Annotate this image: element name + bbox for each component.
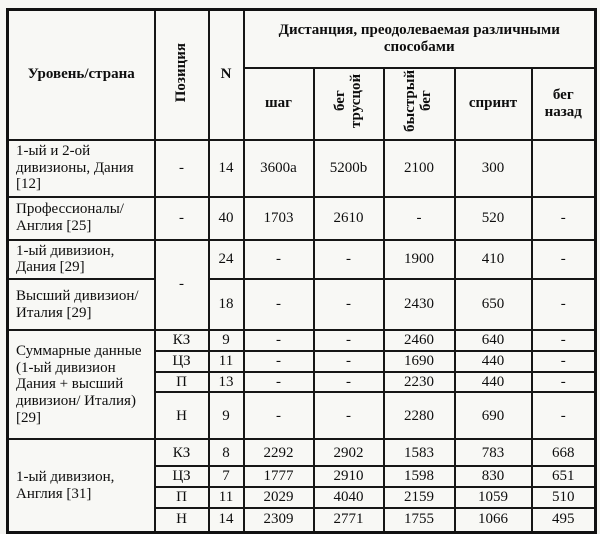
cell-sprint: 1066 bbox=[455, 508, 532, 532]
cell-n: 9 bbox=[209, 392, 244, 439]
distance-methods-table bbox=[6, 8, 597, 534]
cell-position: - bbox=[155, 197, 209, 240]
cell-sprint: 1059 bbox=[455, 487, 532, 508]
cell-walk: - bbox=[244, 351, 314, 372]
cell-walk: 1777 bbox=[244, 466, 314, 487]
cell-walk: - bbox=[244, 372, 314, 393]
table-row bbox=[8, 140, 596, 197]
cell-jog: - bbox=[314, 240, 384, 280]
cell-fast-run: 2159 bbox=[384, 487, 455, 508]
header-method-back-run: бег назад bbox=[532, 68, 596, 140]
header-position-label: Позиция bbox=[172, 42, 189, 102]
cell-jog: 2771 bbox=[314, 508, 384, 532]
cell-fast-run: 2460 bbox=[384, 330, 455, 351]
cell-n: 8 bbox=[209, 439, 244, 466]
cell-jog: 4040 bbox=[314, 487, 384, 508]
cell-position: КЗ bbox=[155, 439, 209, 466]
cell-walk: 1703 bbox=[244, 197, 314, 240]
cell-fast-run: 2430 bbox=[384, 279, 455, 330]
cell-walk: 2309 bbox=[244, 508, 314, 532]
header-row-top bbox=[8, 10, 596, 68]
cell-n: 9 bbox=[209, 330, 244, 351]
cell-fast-run: 1583 bbox=[384, 439, 455, 466]
cell-n: 7 bbox=[209, 466, 244, 487]
header-distance-group: Дистанция, преодолеваемая различными способами bbox=[244, 10, 596, 68]
cell-sprint: 520 bbox=[455, 197, 532, 240]
header-level-country: Уровень/страна bbox=[8, 10, 155, 140]
header-method-fast-run-label: быстрый бег bbox=[402, 69, 434, 133]
cell-sprint: 830 bbox=[455, 466, 532, 487]
cell-fast-run: 2100 bbox=[384, 140, 455, 197]
cell-jog: 5200b bbox=[314, 140, 384, 197]
cell-n: 13 bbox=[209, 372, 244, 393]
table-row bbox=[8, 240, 596, 280]
cell-walk: - bbox=[244, 392, 314, 439]
header-method-sprint: спринт bbox=[455, 68, 532, 140]
cell-jog: - bbox=[314, 330, 384, 351]
cell-position: КЗ bbox=[155, 330, 209, 351]
cell-n: 14 bbox=[209, 508, 244, 532]
cell-fast-run: 2230 bbox=[384, 372, 455, 393]
cell-position: ЦЗ bbox=[155, 351, 209, 372]
cell-back-run: - bbox=[532, 279, 596, 330]
cell-n: 40 bbox=[209, 197, 244, 240]
cell-n: 24 bbox=[209, 240, 244, 280]
cell-back-run: 510 bbox=[532, 487, 596, 508]
cell-back-run: - bbox=[532, 392, 596, 439]
cell-fast-run: 1598 bbox=[384, 466, 455, 487]
cell-position: Н bbox=[155, 508, 209, 532]
cell-walk: 3600a bbox=[244, 140, 314, 197]
table-row bbox=[8, 197, 596, 240]
cell-back-run: - bbox=[532, 372, 596, 393]
cell-position: П bbox=[155, 487, 209, 508]
cell-fast-run: 2280 bbox=[384, 392, 455, 439]
cell-fast-run: 1755 bbox=[384, 508, 455, 532]
header-method-jog-label: бег трусцой bbox=[331, 74, 364, 129]
cell-walk: 2292 bbox=[244, 439, 314, 466]
cell-sprint: 783 bbox=[455, 439, 532, 466]
cell-level-merged: 1-ый дивизион, Англия [31] bbox=[8, 439, 155, 532]
cell-walk: - bbox=[244, 330, 314, 351]
cell-back-run bbox=[532, 140, 596, 197]
cell-level: Профессионалы/ Англия [25] bbox=[8, 197, 155, 240]
cell-sprint: 410 bbox=[455, 240, 532, 280]
header-n: N bbox=[209, 10, 244, 140]
cell-walk: - bbox=[244, 240, 314, 280]
cell-back-run: - bbox=[532, 351, 596, 372]
cell-n: 14 bbox=[209, 140, 244, 197]
cell-sprint: 440 bbox=[455, 351, 532, 372]
cell-position: Н bbox=[155, 392, 209, 439]
cell-position-merged: - bbox=[155, 240, 209, 331]
cell-jog: - bbox=[314, 372, 384, 393]
cell-back-run: 651 bbox=[532, 466, 596, 487]
cell-n: 11 bbox=[209, 487, 244, 508]
cell-sprint: 640 bbox=[455, 330, 532, 351]
cell-level: Высший дивизион/ Италия [29] bbox=[8, 279, 155, 330]
cell-back-run: - bbox=[532, 240, 596, 280]
cell-sprint: 690 bbox=[455, 392, 532, 439]
cell-back-run: - bbox=[532, 197, 596, 240]
cell-level-merged: Суммарные данные (1-ый дивизион Дания + высший дивизион/ Италия) [29] bbox=[8, 330, 155, 439]
header-method-jog bbox=[314, 68, 384, 140]
cell-walk: - bbox=[244, 279, 314, 330]
table-row bbox=[8, 279, 596, 330]
cell-sprint: 440 bbox=[455, 372, 532, 393]
cell-sprint: 300 bbox=[455, 140, 532, 197]
header-method-walk: шаг bbox=[244, 68, 314, 140]
table-row bbox=[8, 439, 596, 466]
header-method-fast-run bbox=[384, 68, 455, 140]
cell-jog: - bbox=[314, 279, 384, 330]
cell-walk: 2029 bbox=[244, 487, 314, 508]
cell-jog: 2902 bbox=[314, 439, 384, 466]
cell-level: 1-ый дивизион, Дания [29] bbox=[8, 240, 155, 280]
cell-fast-run: 1900 bbox=[384, 240, 455, 280]
table-row bbox=[8, 330, 596, 351]
cell-back-run: 495 bbox=[532, 508, 596, 532]
cell-position: П bbox=[155, 372, 209, 393]
cell-jog: 2610 bbox=[314, 197, 384, 240]
cell-back-run: 668 bbox=[532, 439, 596, 466]
cell-jog: - bbox=[314, 392, 384, 439]
cell-position: - bbox=[155, 140, 209, 197]
cell-level: 1-ый и 2-ой дивизионы, Дания [12] bbox=[8, 140, 155, 197]
cell-fast-run: - bbox=[384, 197, 455, 240]
header-position bbox=[155, 10, 209, 140]
cell-position: ЦЗ bbox=[155, 466, 209, 487]
cell-sprint: 650 bbox=[455, 279, 532, 330]
cell-n: 11 bbox=[209, 351, 244, 372]
cell-jog: 2910 bbox=[314, 466, 384, 487]
cell-n: 18 bbox=[209, 279, 244, 330]
cell-jog: - bbox=[314, 351, 384, 372]
cell-back-run: - bbox=[532, 330, 596, 351]
cell-fast-run: 1690 bbox=[384, 351, 455, 372]
